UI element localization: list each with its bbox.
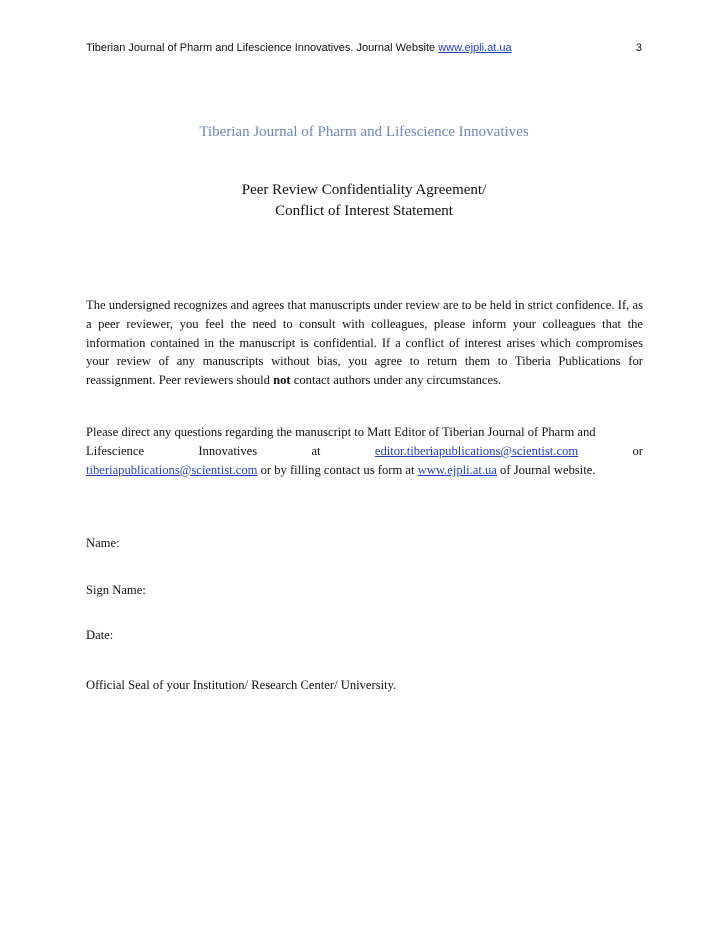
header-website-link[interactable]: www.ejpli.at.ua: [438, 42, 512, 54]
page-number: 3: [635, 42, 642, 54]
confidentiality-paragraph: [86, 296, 643, 390]
paragraph2-line2: [86, 442, 643, 461]
paragraph2-line3: [86, 461, 643, 480]
paragraph2-word-innovatives: Innovatives: [198, 443, 258, 458]
sign-name-field-label: Sign Name:: [86, 583, 146, 597]
publications-email-link[interactable]: tiberiapublications@scientist.com: [86, 462, 258, 477]
paragraph2-word-lifescience: Lifescience: [86, 443, 145, 458]
paragraph2-middle-text: or by filling contact us form at: [257, 462, 418, 477]
paragraph2-word-or: or: [632, 443, 643, 458]
agreement-title-line2: Conflict of Interest Statement: [275, 203, 453, 219]
paragraph1-bold-not: not: [273, 373, 291, 388]
paragraph1-text-end: contact authors under any circumstances.: [290, 373, 502, 388]
agreement-title: [86, 180, 642, 222]
paragraph2-word-at: at: [311, 443, 321, 458]
journal-title: Tiberian Journal of Pharm and Lifescience Innovatives: [199, 124, 529, 140]
paragraph2-line1: Please direct any questions regarding the manuscript to Matt Editor of Tiberian Journal of Pharm and: [86, 425, 596, 439]
name-field-label: Name:: [86, 536, 120, 550]
paragraph1-text-start: The undersigned recognizes and agrees that manuscripts under review are to be held in strict confidence. If, as a peer reviewer, you feel the need to consult with colleagues, please inform your colleagues that the information contained in the manuscript is confidential. If a conflict of interest arises which compromises your review of any manuscripts without bias, you agree to return them to Tiberia Publications for reassignment. Peer reviewers should: [86, 298, 643, 388]
paragraph2-end-text: of Journal website.: [496, 462, 596, 477]
journal-website-link[interactable]: www.ejpli.at.ua: [417, 462, 497, 477]
date-field-label: Date:: [86, 628, 114, 642]
agreement-title-line1: Peer Review Confidentiality Agreement/: [241, 182, 487, 198]
running-header: [86, 40, 642, 56]
contact-paragraph: [86, 423, 643, 479]
header-text: Tiberian Journal of Pharm and Lifescience Innovatives. Journal Website: [86, 42, 439, 54]
editor-email-link[interactable]: editor.tiberiapublications@scientist.com: [374, 443, 579, 458]
official-seal-label: Official Seal of your Institution/ Research Center/ University.: [86, 678, 397, 692]
